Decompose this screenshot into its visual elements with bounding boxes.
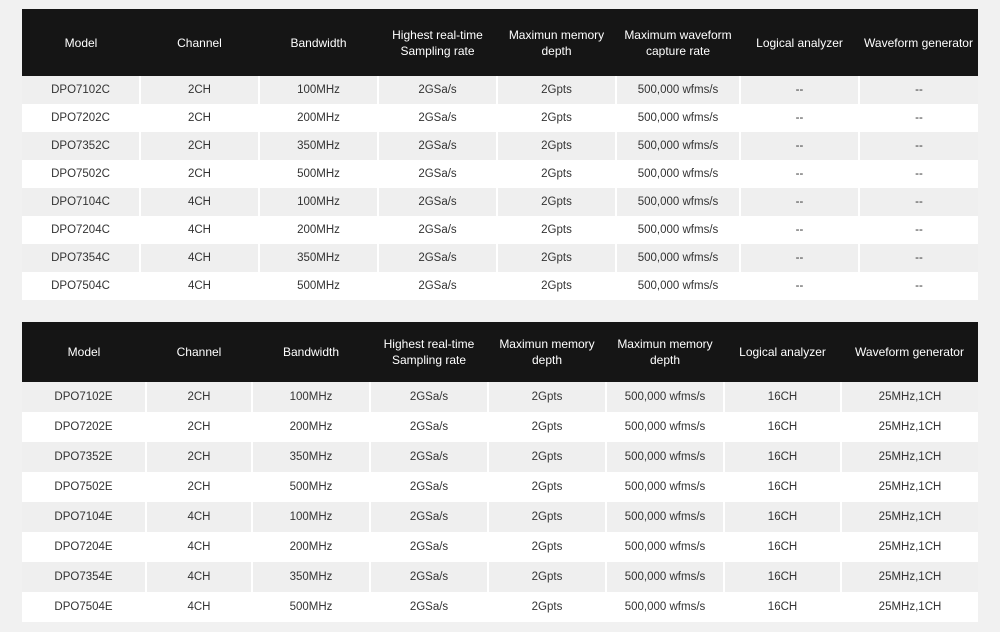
cell-memory-depth: 2Gpts: [497, 244, 616, 272]
cell-channel: 2CH: [146, 442, 252, 472]
cell-memory-depth: 2Gpts: [497, 216, 616, 244]
cell-memory-depth: 2Gpts: [497, 76, 616, 104]
cell-memory-depth: 2Gpts: [488, 532, 606, 562]
column-header-text: Maximun memory: [617, 337, 713, 351]
column-header-text: Bandwidth: [290, 35, 347, 50]
column-header-text: Highest real-time: [383, 337, 475, 351]
column-header-text: Sampling rate: [391, 353, 467, 367]
cell-memory-depth: 2Gpts: [497, 160, 616, 188]
cell-waveform-generator: --: [859, 216, 978, 244]
column-header-capture-rate: [606, 322, 724, 382]
cell-capture-rate: 500,000 wfms/s: [616, 104, 740, 132]
cell-model: DPO7204C: [22, 216, 140, 244]
cell-model: DPO7352E: [22, 442, 146, 472]
table-row: [22, 188, 978, 216]
cell-capture-rate: 500,000 wfms/s: [616, 188, 740, 216]
cell-sampling-rate: 2GSa/s: [378, 188, 497, 216]
cell-logical-analyzer: 16CH: [724, 562, 841, 592]
column-header-logical-analyzer: [740, 9, 859, 76]
table-row: [22, 532, 978, 562]
cell-capture-rate: 500,000 wfms/s: [606, 472, 724, 502]
table-row: [22, 562, 978, 592]
cell-logical-analyzer: 16CH: [724, 442, 841, 472]
cell-capture-rate: 500,000 wfms/s: [606, 442, 724, 472]
table-row: [22, 244, 978, 272]
table-row: [22, 412, 978, 442]
cell-channel: 4CH: [140, 272, 259, 300]
column-header-waveform-generator: [859, 9, 978, 76]
cell-model: DPO7202C: [22, 104, 140, 132]
cell-waveform-generator: --: [859, 188, 978, 216]
header-row: [22, 9, 978, 76]
column-header-memory-depth: [497, 9, 616, 76]
cell-logical-analyzer: 16CH: [724, 592, 841, 622]
cell-bandwidth: 100MHz: [259, 188, 378, 216]
table-header: [22, 322, 978, 382]
cell-logical-analyzer: --: [740, 76, 859, 104]
cell-logical-analyzer: --: [740, 216, 859, 244]
cell-sampling-rate: 2GSa/s: [378, 244, 497, 272]
cell-capture-rate: 500,000 wfms/s: [606, 502, 724, 532]
cell-model: DPO7102C: [22, 76, 140, 104]
cell-bandwidth: 200MHz: [252, 412, 370, 442]
column-header-text: Maximum waveform: [624, 27, 732, 42]
cell-memory-depth: 2Gpts: [497, 188, 616, 216]
cell-logical-analyzer: --: [740, 104, 859, 132]
cell-memory-depth: 2Gpts: [488, 562, 606, 592]
cell-memory-depth: 2Gpts: [497, 104, 616, 132]
column-header-text: depth: [541, 43, 572, 58]
cell-capture-rate: 500,000 wfms/s: [606, 562, 724, 592]
cell-capture-rate: 500,000 wfms/s: [606, 532, 724, 562]
column-header-waveform-generator: [841, 322, 978, 382]
column-header-text: Bandwidth: [282, 345, 340, 359]
table-row: [22, 592, 978, 622]
column-header-text: Model: [64, 35, 98, 50]
cell-logical-analyzer: 16CH: [724, 412, 841, 442]
cell-bandwidth: 350MHz: [252, 442, 370, 472]
cell-waveform-generator: --: [859, 104, 978, 132]
cell-channel: 2CH: [140, 76, 259, 104]
cell-bandwidth: 500MHz: [259, 160, 378, 188]
cell-model: DPO7354C: [22, 244, 140, 272]
cell-capture-rate: 500,000 wfms/s: [616, 160, 740, 188]
cell-bandwidth: 350MHz: [252, 562, 370, 592]
column-header-channel: [146, 322, 252, 382]
table-row: [22, 216, 978, 244]
cell-model: DPO7102E: [22, 382, 146, 412]
table-row: [22, 104, 978, 132]
cell-channel: 2CH: [146, 412, 252, 442]
cell-model: DPO7104C: [22, 188, 140, 216]
table-body: [22, 382, 978, 622]
cell-sampling-rate: 2GSa/s: [378, 104, 497, 132]
cell-bandwidth: 350MHz: [259, 244, 378, 272]
column-header-logical-analyzer: [724, 322, 841, 382]
cell-sampling-rate: 2GSa/s: [378, 272, 497, 300]
column-header-text: Highest real-time: [392, 27, 483, 42]
cell-model: DPO7202E: [22, 412, 146, 442]
cell-capture-rate: 500,000 wfms/s: [616, 272, 740, 300]
cell-bandwidth: 100MHz: [252, 382, 370, 412]
spec-table-e-series: [22, 322, 978, 622]
column-header-text: depth: [649, 353, 681, 367]
cell-model: DPO7354E: [22, 562, 146, 592]
column-header-memory-depth: [488, 322, 606, 382]
cell-model: DPO7504E: [22, 592, 146, 622]
cell-sampling-rate: 2GSa/s: [378, 160, 497, 188]
cell-bandwidth: 500MHz: [259, 272, 378, 300]
cell-sampling-rate: 2GSa/s: [370, 472, 488, 502]
column-header-sampling-rate: [378, 9, 497, 76]
column-header-text: depth: [531, 353, 563, 367]
column-header-model: [22, 9, 140, 76]
cell-channel: 4CH: [146, 532, 252, 562]
cell-channel: 2CH: [146, 382, 252, 412]
cell-model: DPO7504C: [22, 272, 140, 300]
cell-bandwidth: 100MHz: [252, 502, 370, 532]
cell-logical-analyzer: 16CH: [724, 532, 841, 562]
cell-bandwidth: 350MHz: [259, 132, 378, 160]
cell-bandwidth: 200MHz: [252, 532, 370, 562]
cell-waveform-generator: 25MHz,1CH: [841, 382, 978, 412]
table-row: [22, 160, 978, 188]
cell-memory-depth: 2Gpts: [488, 442, 606, 472]
column-header-sampling-rate: [370, 322, 488, 382]
cell-sampling-rate: 2GSa/s: [370, 562, 488, 592]
cell-memory-depth: 2Gpts: [488, 502, 606, 532]
column-header-text: capture rate: [645, 43, 711, 58]
cell-capture-rate: 500,000 wfms/s: [606, 382, 724, 412]
cell-model: DPO7352C: [22, 132, 140, 160]
cell-channel: 4CH: [140, 188, 259, 216]
table-row: [22, 472, 978, 502]
cell-sampling-rate: 2GSa/s: [370, 502, 488, 532]
cell-channel: 4CH: [146, 592, 252, 622]
cell-capture-rate: 500,000 wfms/s: [606, 592, 724, 622]
column-header-text: Sampling rate: [400, 43, 475, 58]
cell-sampling-rate: 2GSa/s: [378, 132, 497, 160]
cell-waveform-generator: 25MHz,1CH: [841, 472, 978, 502]
cell-memory-depth: 2Gpts: [497, 132, 616, 160]
cell-sampling-rate: 2GSa/s: [370, 382, 488, 412]
cell-memory-depth: 2Gpts: [488, 592, 606, 622]
table-body: [22, 76, 978, 300]
table-row: [22, 272, 978, 300]
column-header-text: Waveform generator: [864, 35, 973, 50]
cell-capture-rate: 500,000 wfms/s: [606, 412, 724, 442]
cell-waveform-generator: 25MHz,1CH: [841, 502, 978, 532]
cell-memory-depth: 2Gpts: [488, 472, 606, 502]
cell-capture-rate: 500,000 wfms/s: [616, 216, 740, 244]
cell-logical-analyzer: --: [740, 188, 859, 216]
column-header-text: Model: [67, 345, 101, 359]
cell-memory-depth: 2Gpts: [488, 382, 606, 412]
cell-sampling-rate: 2GSa/s: [370, 442, 488, 472]
table-row: [22, 132, 978, 160]
cell-logical-analyzer: --: [740, 160, 859, 188]
column-header-model: [22, 322, 146, 382]
cell-model: DPO7104E: [22, 502, 146, 532]
cell-memory-depth: 2Gpts: [497, 272, 616, 300]
table-row: [22, 76, 978, 104]
cell-waveform-generator: --: [859, 244, 978, 272]
column-header-text: Maximun memory: [508, 27, 605, 42]
cell-channel: 4CH: [140, 244, 259, 272]
column-header-text: Maximun memory: [499, 337, 595, 351]
cell-waveform-generator: 25MHz,1CH: [841, 562, 978, 592]
cell-sampling-rate: 2GSa/s: [378, 216, 497, 244]
cell-bandwidth: 200MHz: [259, 104, 378, 132]
cell-bandwidth: 200MHz: [259, 216, 378, 244]
cell-bandwidth: 100MHz: [259, 76, 378, 104]
cell-logical-analyzer: 16CH: [724, 472, 841, 502]
cell-waveform-generator: --: [859, 76, 978, 104]
cell-channel: 4CH: [146, 502, 252, 532]
cell-sampling-rate: 2GSa/s: [370, 532, 488, 562]
cell-waveform-generator: --: [859, 132, 978, 160]
spec-table-c-series: [22, 9, 978, 300]
cell-logical-analyzer: 16CH: [724, 502, 841, 532]
column-header-channel: [140, 9, 259, 76]
column-header-text: Channel: [176, 345, 222, 359]
cell-capture-rate: 500,000 wfms/s: [616, 244, 740, 272]
cell-channel: 2CH: [146, 472, 252, 502]
cell-waveform-generator: 25MHz,1CH: [841, 532, 978, 562]
column-header-capture-rate: [616, 9, 740, 76]
table-row: [22, 502, 978, 532]
column-header-bandwidth: [252, 322, 370, 382]
cell-bandwidth: 500MHz: [252, 472, 370, 502]
cell-memory-depth: 2Gpts: [488, 412, 606, 442]
cell-channel: 2CH: [140, 132, 259, 160]
column-header-text: Logical analyzer: [756, 35, 843, 50]
cell-logical-analyzer: --: [740, 272, 859, 300]
table-header: [22, 9, 978, 76]
cell-capture-rate: 500,000 wfms/s: [616, 76, 740, 104]
cell-waveform-generator: --: [859, 272, 978, 300]
cell-logical-analyzer: --: [740, 132, 859, 160]
table-row: [22, 382, 978, 412]
cell-logical-analyzer: 16CH: [724, 382, 841, 412]
cell-channel: 2CH: [140, 104, 259, 132]
column-header-bandwidth: [259, 9, 378, 76]
cell-waveform-generator: 25MHz,1CH: [841, 592, 978, 622]
cell-sampling-rate: 2GSa/s: [370, 412, 488, 442]
cell-waveform-generator: --: [859, 160, 978, 188]
header-row: [22, 322, 978, 382]
cell-model: DPO7502C: [22, 160, 140, 188]
cell-channel: 2CH: [140, 160, 259, 188]
cell-bandwidth: 500MHz: [252, 592, 370, 622]
cell-logical-analyzer: --: [740, 244, 859, 272]
table-row: [22, 442, 978, 472]
cell-waveform-generator: 25MHz,1CH: [841, 412, 978, 442]
column-header-text: Waveform generator: [855, 345, 964, 359]
cell-capture-rate: 500,000 wfms/s: [616, 132, 740, 160]
cell-channel: 4CH: [146, 562, 252, 592]
cell-sampling-rate: 2GSa/s: [370, 592, 488, 622]
cell-model: DPO7204E: [22, 532, 146, 562]
column-header-text: Logical analyzer: [739, 345, 826, 359]
cell-model: DPO7502E: [22, 472, 146, 502]
cell-waveform-generator: 25MHz,1CH: [841, 442, 978, 472]
cell-channel: 4CH: [140, 216, 259, 244]
cell-sampling-rate: 2GSa/s: [378, 76, 497, 104]
column-header-text: Channel: [177, 35, 222, 50]
